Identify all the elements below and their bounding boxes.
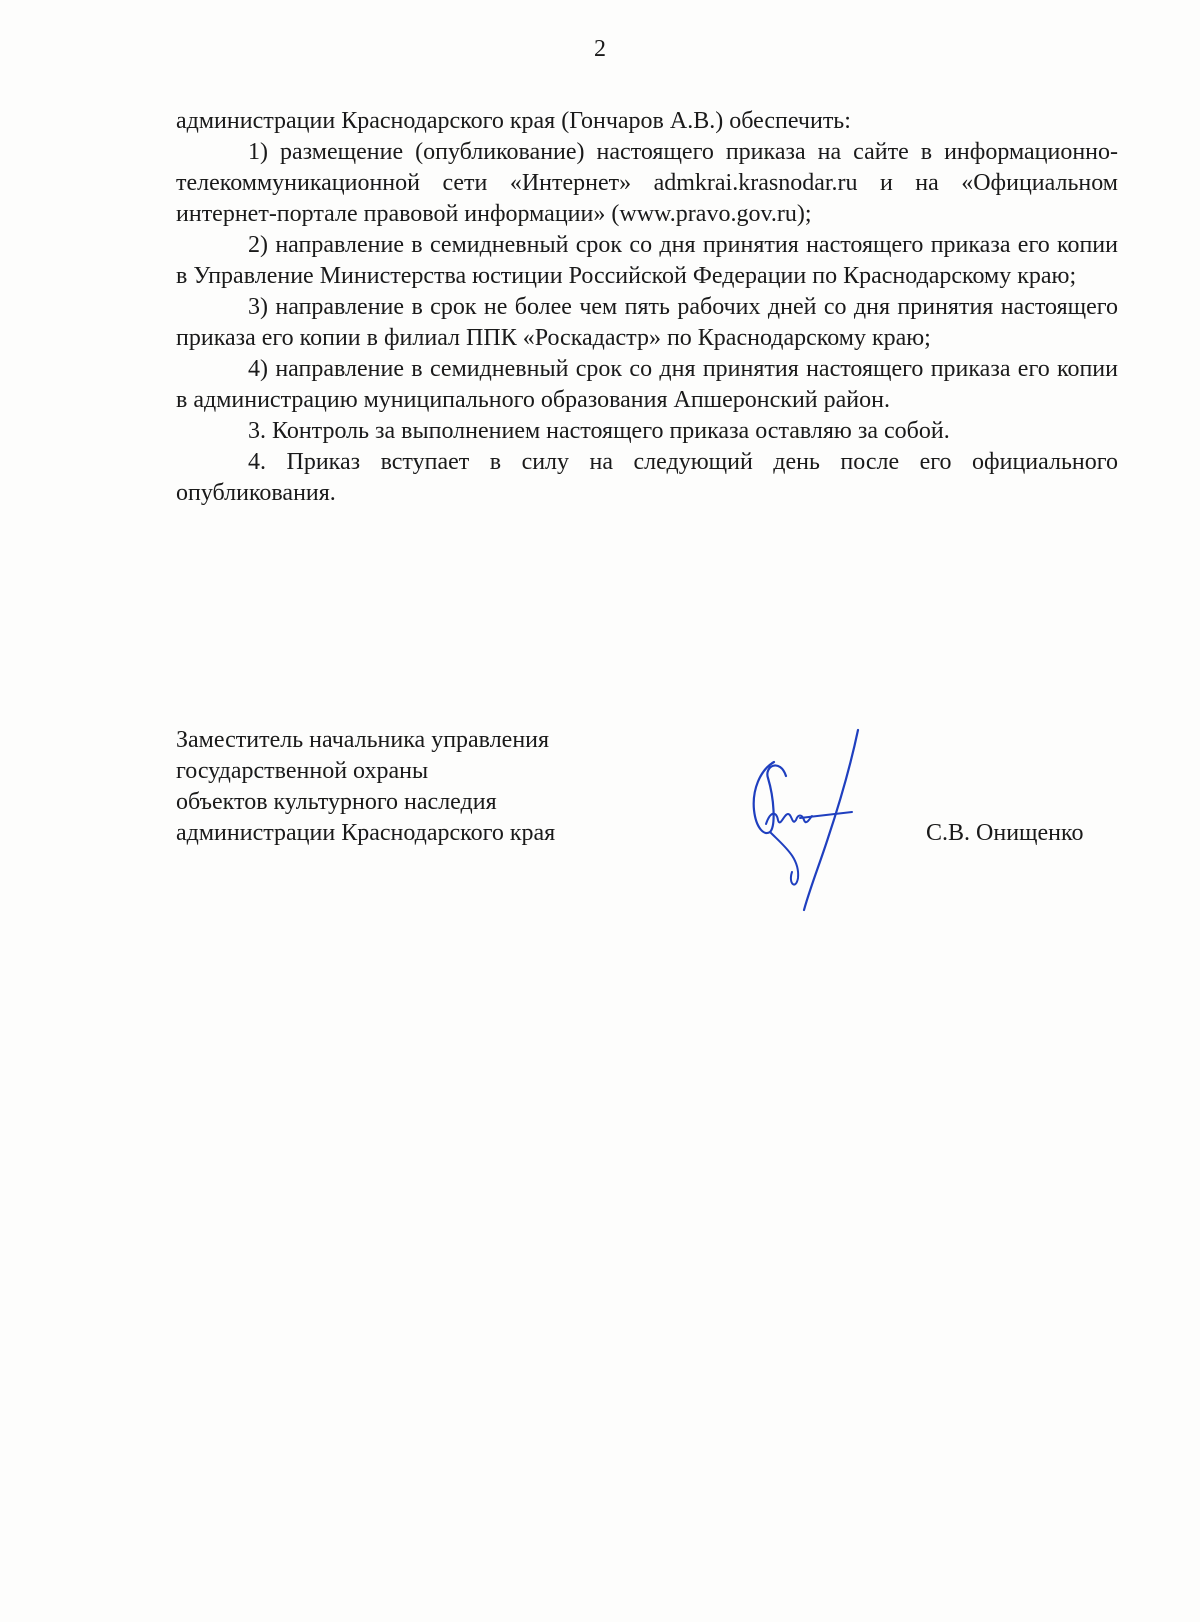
- document-body: [176, 106, 1118, 509]
- signer-position-line: объектов культурного наследия: [176, 789, 497, 815]
- signer-name: С.В. Онищенко: [926, 820, 1084, 846]
- signature-strokes: [754, 730, 858, 910]
- paragraph-clause-4: 4. Приказ вступает в силу на следующий день после его официального опубликования.: [176, 449, 1118, 506]
- paragraph-item-3: 3) направление в срок не более чем пять рабочих дней со дня принятия настоящего приказа его копии в филиал ППК «Роскадастр» по Краснодарскому краю;: [176, 294, 1118, 351]
- paragraph-item-2: 2) направление в семидневный срок со дня принятия настоящего приказа его копии в Управление Министерства юстиции Российской Федерации по Краснодарскому краю;: [176, 232, 1118, 289]
- handwritten-signature: [740, 728, 880, 938]
- signer-position: [176, 725, 616, 849]
- page-number: 2: [594, 36, 606, 62]
- signer-position-line: Заместитель начальника управления: [176, 727, 550, 753]
- paragraph-clause-3: 3. Контроль за выполнением настоящего приказа оставляю за собой.: [248, 418, 950, 444]
- signer-position-line: администрации Краснодарского края: [176, 820, 556, 846]
- paragraph-item-4: 4) направление в семидневный срок со дня принятия настоящего приказа его копии в администрацию муниципального образования Апшеронский район.: [176, 356, 1118, 413]
- paragraph-item-1: 1) размещение (опубликование) настоящего приказа на сайте в информационно-телекоммуникационной сети «Интернет» admkrai.krasnodar.ru и на «Официальном интернет-портале правовой информации» (www.pravo.gov.ru);: [176, 139, 1118, 227]
- paragraph-continuation: администрации Краснодарского края (Гончаров А.В.) обеспечить:: [176, 108, 851, 134]
- signer-position-line: государственной охраны: [176, 758, 429, 784]
